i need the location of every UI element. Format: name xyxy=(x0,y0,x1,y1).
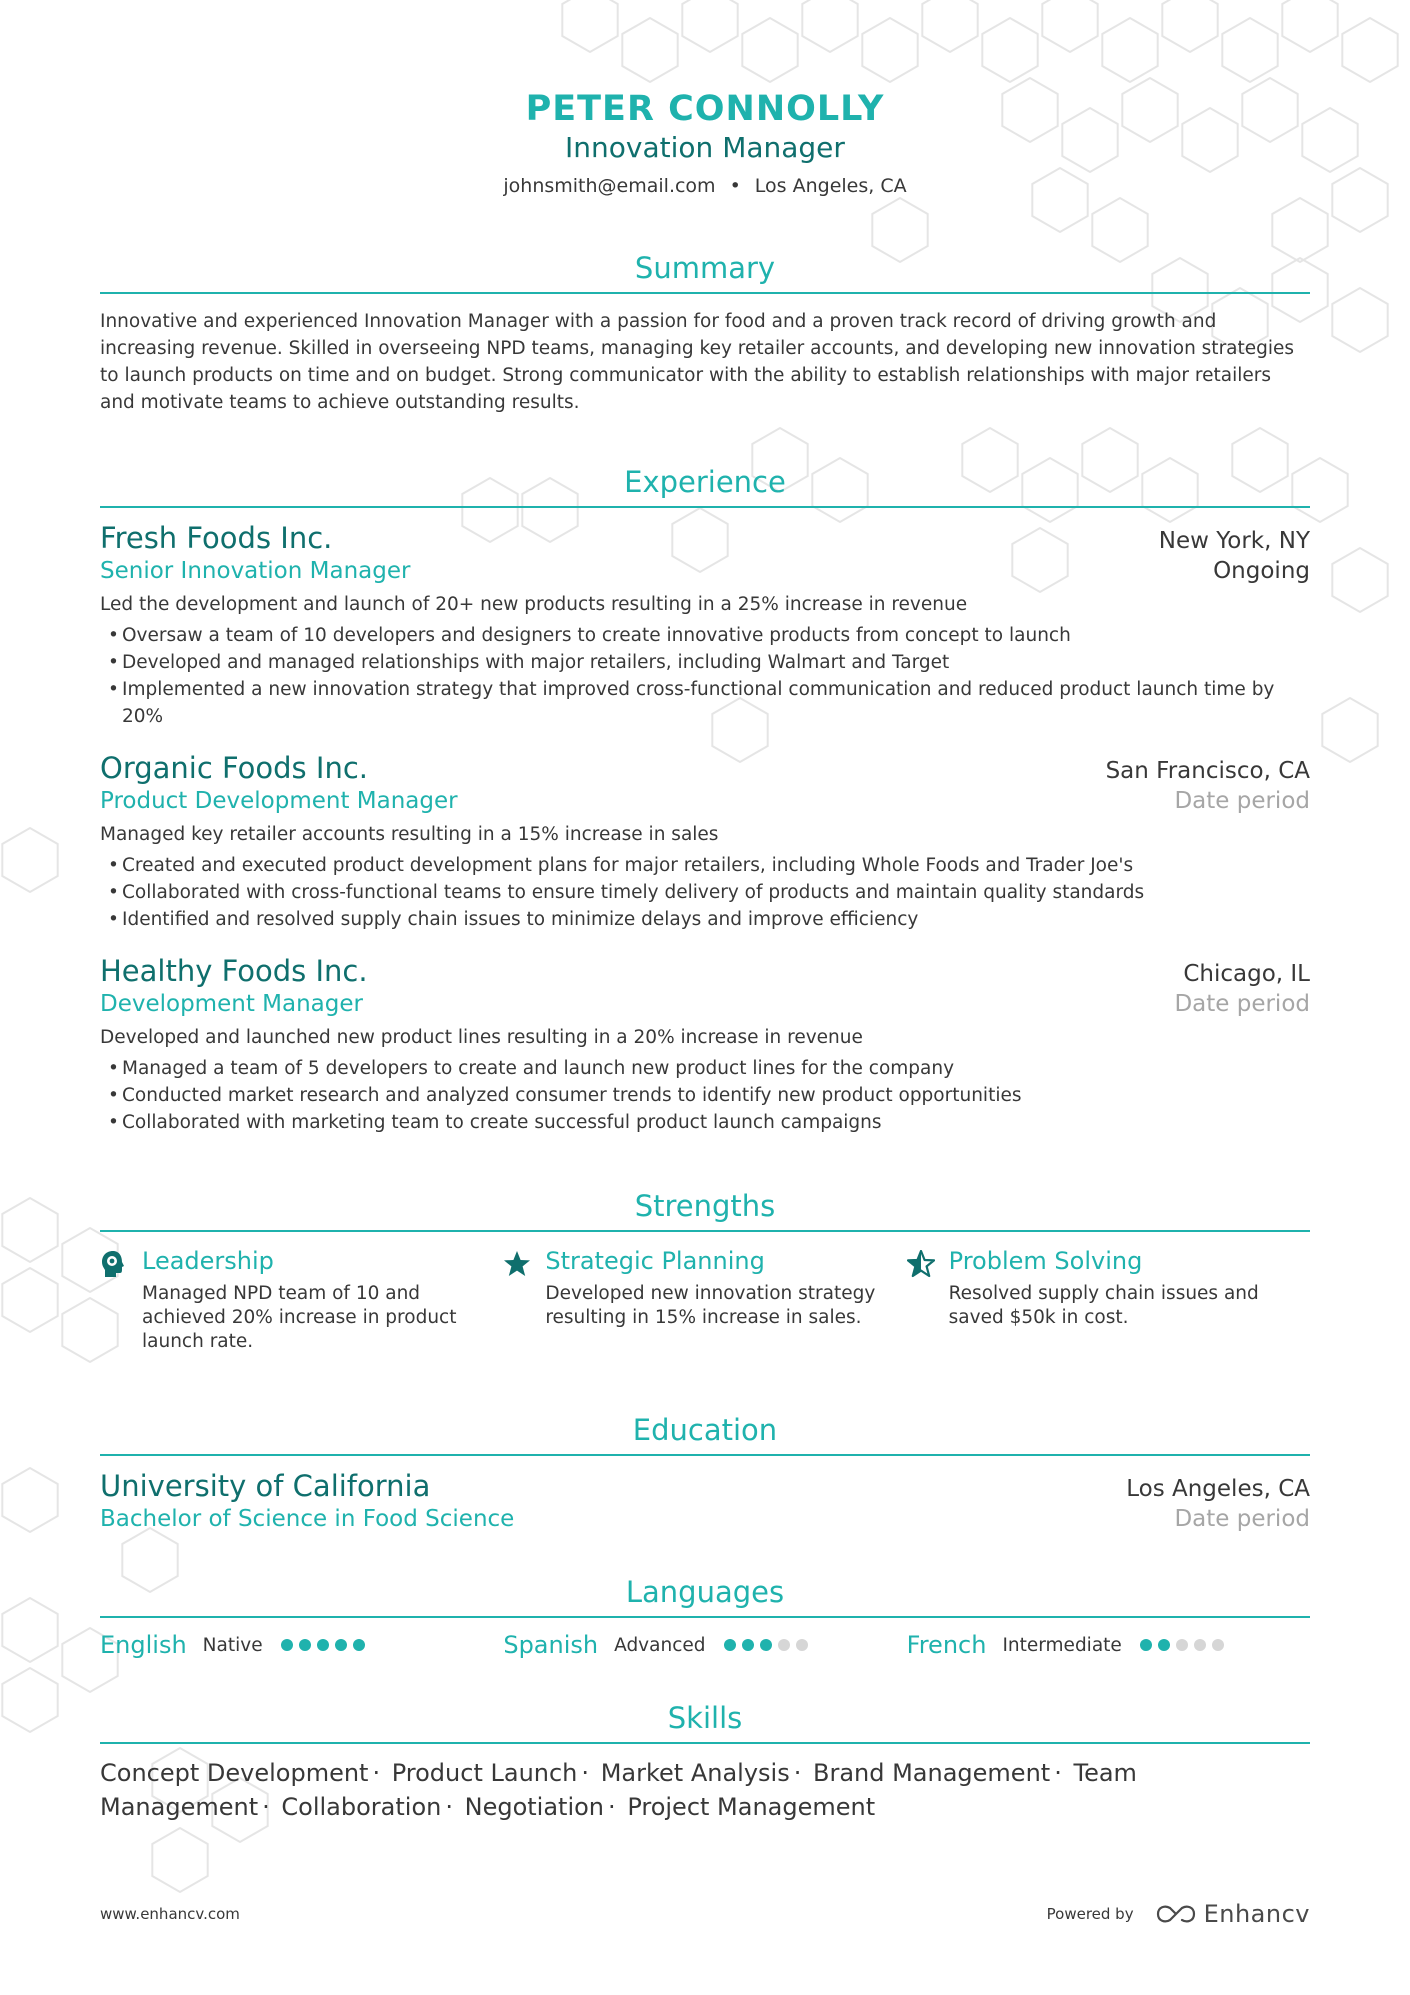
skill-separator: · xyxy=(793,1759,802,1787)
skill-item: Market Analysis xyxy=(600,1759,790,1787)
skill-item: Team Management xyxy=(100,1759,1137,1821)
head-brain-icon xyxy=(100,1246,142,1354)
skill-item: Product Launch xyxy=(391,1759,578,1787)
strength-description: Developed new innovation strategy resulting in 15% increase in sales. xyxy=(545,1283,876,1328)
hexagon-shape xyxy=(2,1468,57,1532)
job-description: Developed and launched new product lines resulting in a 20% increase in revenue xyxy=(100,1027,863,1048)
education-section xyxy=(100,1412,1310,1534)
hexagon-shape xyxy=(2,1668,57,1732)
hexagon-shape xyxy=(2,1598,57,1662)
job-title: Development Manager xyxy=(100,991,363,1017)
job-description: Managed key retailer accounts resulting in a 15% increase in sales xyxy=(100,824,719,845)
proficiency-dot-filled xyxy=(299,1639,311,1651)
hexagon-shape xyxy=(1322,698,1377,762)
skill-item: Concept Development xyxy=(100,1759,369,1787)
strength-description: Managed NPD team of 10 and achieved 20% increase in product launch rate. xyxy=(142,1283,457,1352)
experience-entry xyxy=(100,520,1310,730)
bullet-item: • Collaborated with cross-functional teams to ensure timely delivery of products and maintain quality standards xyxy=(100,879,1310,906)
hexagon-shape xyxy=(1302,108,1357,172)
page-footer xyxy=(100,1900,1310,1928)
language-name: Spanish xyxy=(503,1631,599,1659)
bullet-item: • Managed a team of 5 developers to create and launch new product lines for the company xyxy=(100,1055,1310,1082)
section-title-strengths: Strengths xyxy=(634,1189,776,1223)
job-location: San Francisco, CA xyxy=(1105,758,1310,784)
languages-list xyxy=(100,1630,1310,1660)
hexagon-shape xyxy=(1332,548,1387,612)
skill-separator: · xyxy=(608,1793,616,1821)
language-name: English xyxy=(100,1631,187,1659)
proficiency-dot-filled xyxy=(281,1639,293,1651)
resume-header xyxy=(100,0,1310,198)
contact-line xyxy=(100,174,1310,198)
hexagon-shape xyxy=(1332,168,1387,232)
degree-name: Bachelor of Science in Food Science xyxy=(100,1506,515,1532)
job-location: New York, NY xyxy=(1158,528,1310,554)
strength-description: Resolved supply chain issues and saved $50k in cost. xyxy=(948,1283,1259,1328)
hexagon-shape xyxy=(1332,288,1387,352)
skill-item: Brand Management xyxy=(812,1759,1051,1787)
proficiency-dot-empty xyxy=(1212,1639,1224,1651)
section-divider xyxy=(100,1454,1310,1456)
enhancv-logo-icon xyxy=(1156,1904,1196,1924)
hexagon-shape xyxy=(1342,18,1397,82)
proficiency-dot-empty xyxy=(778,1639,790,1651)
skill-separator: · xyxy=(581,1759,590,1787)
skill-separator: · xyxy=(372,1759,381,1787)
candidate-title: Innovation Manager xyxy=(565,131,845,164)
resume-page xyxy=(100,0,1310,1824)
strength-title: Problem Solving xyxy=(948,1247,1143,1275)
experience-entry xyxy=(100,750,1310,933)
email-link[interactable]: johnsmith@email.com xyxy=(503,175,716,197)
job-bullets xyxy=(100,1055,1310,1136)
language-item xyxy=(907,1630,1310,1660)
skill-separator: · xyxy=(1054,1759,1062,1787)
education-entry xyxy=(100,1468,1310,1534)
star-icon xyxy=(503,1246,545,1354)
hexagon-shape xyxy=(2,1198,57,1262)
bullet-item: • Identified and resolved supply chain issues to minimize delays and improve efficiency xyxy=(100,906,1310,933)
experience-section xyxy=(100,464,1310,1136)
bullet-item: • Developed and managed relationships with major retailers, including Walmart and Target xyxy=(100,649,1310,676)
bullet-item: • Created and executed product development plans for major retailers, including Whole Foods and Trader Joe's xyxy=(100,852,1310,879)
language-level: Native xyxy=(202,1634,263,1656)
company-name: Healthy Foods Inc. xyxy=(100,954,368,988)
proficiency-dot-filled xyxy=(1158,1639,1170,1651)
bullet-item: • Oversaw a team of 10 developers and designers to create innovative products from concept to launch xyxy=(100,622,1310,649)
hexagon-shape xyxy=(2,828,57,892)
languages-section xyxy=(100,1574,1310,1660)
section-title-skills: Skills xyxy=(667,1701,743,1735)
experience-entry xyxy=(100,953,1310,1136)
section-title-languages: Languages xyxy=(625,1575,785,1609)
section-title-summary: Summary xyxy=(634,251,776,285)
proficiency-dot-filled xyxy=(760,1639,772,1651)
proficiency-dot-empty xyxy=(1176,1639,1188,1651)
strength-item xyxy=(503,1246,906,1354)
proficiency-dot-filled xyxy=(742,1639,754,1651)
language-name: French xyxy=(906,1631,987,1659)
job-location: Chicago, IL xyxy=(1183,961,1310,987)
proficiency-dot-filled xyxy=(1140,1639,1152,1651)
strength-item xyxy=(100,1246,503,1354)
section-divider xyxy=(100,1616,1310,1618)
skills-list xyxy=(100,1756,1310,1824)
job-date: Ongoing xyxy=(1213,558,1310,584)
proficiency-dot-filled xyxy=(353,1639,365,1651)
section-divider xyxy=(100,292,1310,294)
contact-separator: • xyxy=(729,175,741,197)
skills-section xyxy=(100,1700,1310,1824)
section-title-experience: Experience xyxy=(624,465,786,499)
job-description: Led the development and launch of 20+ new products resulting in a 25% increase in revenue xyxy=(100,594,968,615)
strength-title: Leadership xyxy=(142,1247,274,1275)
school-name: University of California xyxy=(100,1469,431,1503)
language-item xyxy=(100,1630,503,1660)
skill-separator: · xyxy=(262,1793,270,1821)
proficiency-dot-filled xyxy=(335,1639,347,1651)
company-name: Fresh Foods Inc. xyxy=(100,521,333,555)
summary-section xyxy=(100,250,1310,416)
proficiency-dot-empty xyxy=(796,1639,808,1651)
education-date: Date period xyxy=(1174,1506,1310,1532)
section-divider xyxy=(100,506,1310,508)
hexagon-shape xyxy=(152,1828,207,1892)
proficiency-dot-filled xyxy=(317,1639,329,1651)
bullet-item: • Conducted market research and analyzed consumer trends to identify new product opportunities xyxy=(100,1082,1310,1109)
language-level: Advanced xyxy=(614,1634,706,1656)
section-title-education: Education xyxy=(632,1413,778,1447)
job-date: Date period xyxy=(1174,788,1310,814)
summary-text: Innovative and experienced Innovation Manager with a passion for food and a proven track record of driving growth and increasing revenue. Skilled in overseeing NPD teams, managing key retailer accounts, and developing new innovation strategies to launch products on time and on budget. Strong communicator with the ability to establish relationships with major retailers and motivate teams to achieve outstanding results. xyxy=(100,311,1295,413)
skill-item: Project Management xyxy=(627,1793,876,1821)
footer-url[interactable]: www.enhancv.com xyxy=(100,1905,240,1923)
bullet-item: • Implemented a new innovation strategy that improved cross-functional communication and reduced product launch time by 20% xyxy=(100,676,1310,730)
strengths-list xyxy=(100,1246,1310,1354)
skill-item: Negotiation xyxy=(464,1793,605,1821)
half-star-icon xyxy=(907,1246,949,1354)
job-title: Senior Innovation Manager xyxy=(100,558,411,584)
company-name: Organic Foods Inc. xyxy=(100,751,368,785)
strength-item xyxy=(907,1246,1310,1354)
language-level: Intermediate xyxy=(1002,1634,1122,1656)
skill-separator: · xyxy=(445,1793,453,1821)
proficiency-dot-filled xyxy=(724,1639,736,1651)
bullet-item: • Collaborated with marketing team to create successful product launch campaigns xyxy=(100,1109,1310,1136)
language-item xyxy=(503,1630,906,1660)
job-title: Product Development Manager xyxy=(100,788,458,814)
proficiency-dots xyxy=(281,1639,371,1651)
brand-name: Enhancv xyxy=(1203,1900,1310,1928)
footer-branding xyxy=(1047,1900,1310,1928)
school-location: Los Angeles, CA xyxy=(1126,1476,1310,1502)
proficiency-dots xyxy=(724,1639,814,1651)
strengths-section xyxy=(100,1188,1310,1354)
section-divider xyxy=(100,1742,1310,1744)
job-bullets xyxy=(100,622,1310,730)
location-text: Los Angeles, CA xyxy=(754,175,907,197)
powered-by-text: Powered by xyxy=(1046,1905,1134,1923)
proficiency-dot-empty xyxy=(1194,1639,1206,1651)
candidate-name: PETER CONNOLLY xyxy=(525,89,885,129)
hexagon-shape xyxy=(2,1268,57,1332)
strength-title: Strategic Planning xyxy=(545,1247,765,1275)
job-bullets xyxy=(100,852,1310,933)
proficiency-dots xyxy=(1140,1639,1230,1651)
job-date: Date period xyxy=(1174,991,1310,1017)
skill-item: Collaboration xyxy=(281,1793,442,1821)
section-divider xyxy=(100,1230,1310,1232)
